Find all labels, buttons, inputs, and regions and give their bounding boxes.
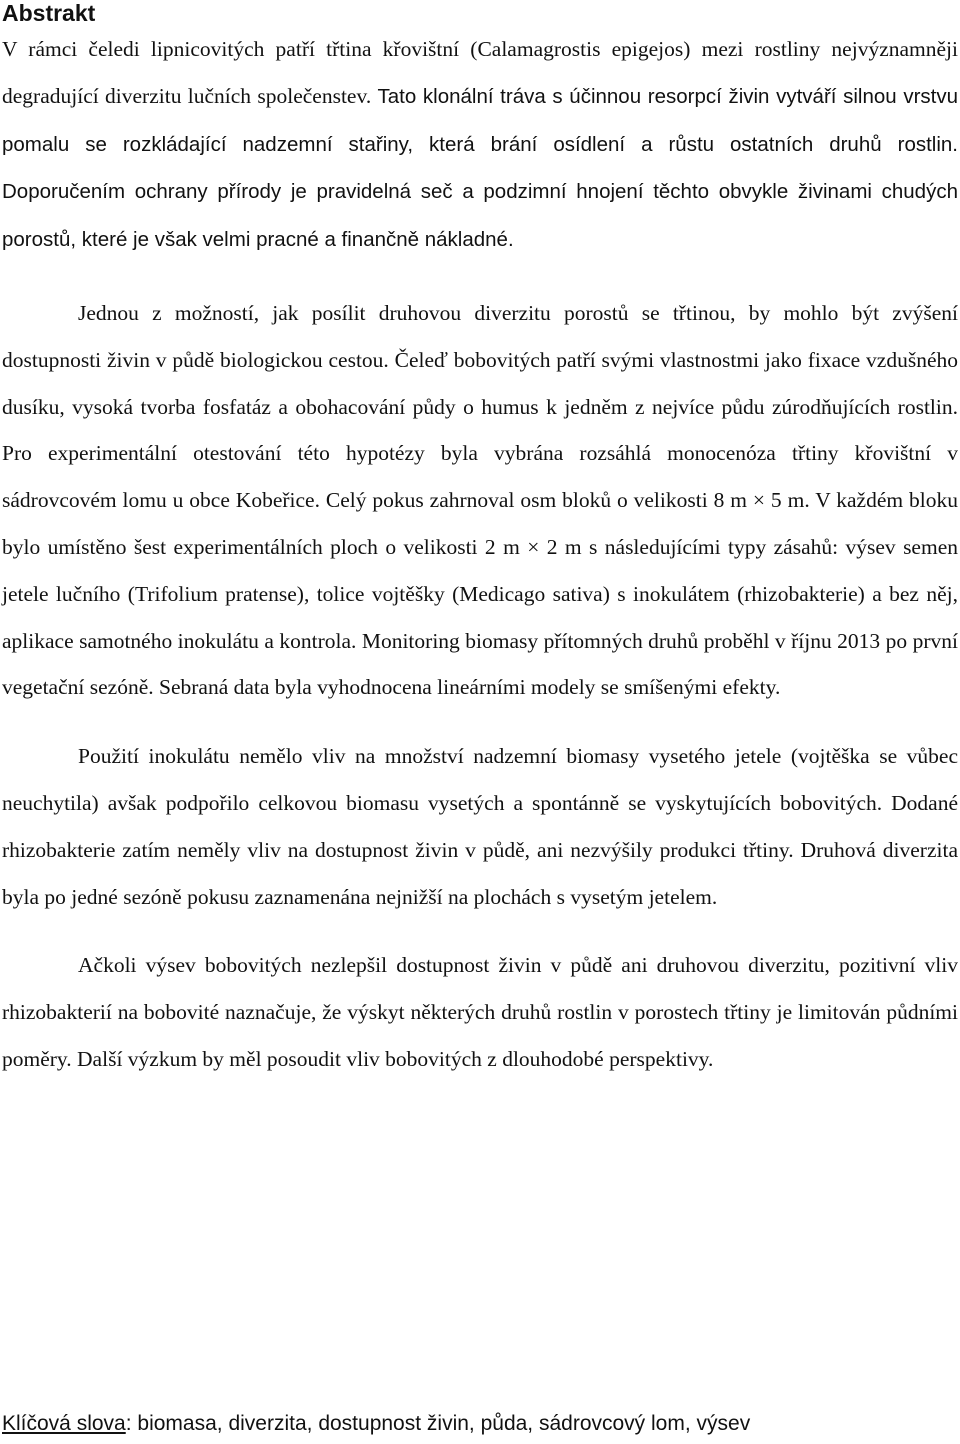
paragraph-1-serif-text: V rámci čeledi lipnicovitých patří třtina křovištní (Calamagrostis epigejos) mezi rostliny nejvýznamněji degradující diverzitu lučních společenstev. — [2, 37, 958, 108]
abstract-paragraph-4: Ačkoli výsev bobovitých nezlepšil dostupnost živin v půdě ani druhovou diverzitu, pozitivní vliv rhizobakterií na bobovité naznačuje, že výskyt některých druhů rostlin v porostech třtiny je limitován půdními poměry. Další výzkum by měl posoudit vliv bobovitých z dlouhodobé perspektivy. — [2, 953, 958, 1071]
keywords-values: biomasa, diverzita, dostupnost živin, půda, sádrovcový lom, výsev — [131, 1412, 751, 1435]
paragraph-1-sans-text: Tato klonální tráva s účinnou resorpcí živin vytváří silnou vrstvu pomalu se rozkládající nadzemní stařiny, která brání osídlení a růstu ostatních druhů rostlin. Doporučením ochrany přírody je pravidelná seč a podzimní hnojení těchto obvykle živinami chudých porostů, které je však velmi pracné a finančně nákladné. — [2, 84, 958, 252]
abstract-paragraph-2: Jednou z možností, jak posílit druhovou diverzitu porostů se třtinou, by mohlo být zvýšení dostupnosti živin v půdě biologickou cestou. Čeleď bobovitých patří svými vlastnostmi jako fixace vzdušného dusíku, vysoká tvorba fosfatáz a obohacování půdy o humus k jedněm z nejvíce půdu zúrodňujících rostlin. Pro experimentální otestování této hypotézy byla vybrána rozsáhlá monocenóza třtiny křovištní v sádrovcovém lomu u obce Kobeřice. Celý pokus zahrnoval osm bloků o velikosti 8 m × 5 m. V každém bloku bylo umístěno šest experimentálních ploch o velikosti 2 m × 2 m s následujícími typy zásahů: výsev semen jetele lučního (Trifolium pratense), tolice vojtěšky (Medicago sativa) s inokulátem (rhizobakterie) a bez něj, aplikace samotného inokulátu a kontrola. Monitoring biomasy přítomných druhů proběhl v říjnu 2013 po první vegetační sezóně. Sebraná data byla vyhodnocena lineárními modely se smíšenými efekty. — [2, 300, 958, 700]
abstract-paragraph-3: Použití inokulátu nemělo vliv na množství nadzemní biomasy vysetého jetele (vojtěška se vůbec neuchytila) avšak podpořilo celkovou biomasu vysetých a spontánně se vyskytujících bobovitých. Dodané rhizobakterie zatím neměly vliv na dostupnost živin v půdě, ani nezvýšily produkci třtiny. Druhová diverzita byla po jedné sezóně pokusu zaznamenána nejnižší na plochách s vysetým jetelem. — [2, 744, 958, 909]
abstract-paragraph-1 — [2, 26, 958, 264]
keywords-separator: : — [125, 1412, 132, 1435]
keywords-line — [2, 1409, 750, 1439]
abstract-heading: Abstrakt — [2, 0, 96, 26]
keywords-label: Klíčová slova — [2, 1412, 126, 1435]
